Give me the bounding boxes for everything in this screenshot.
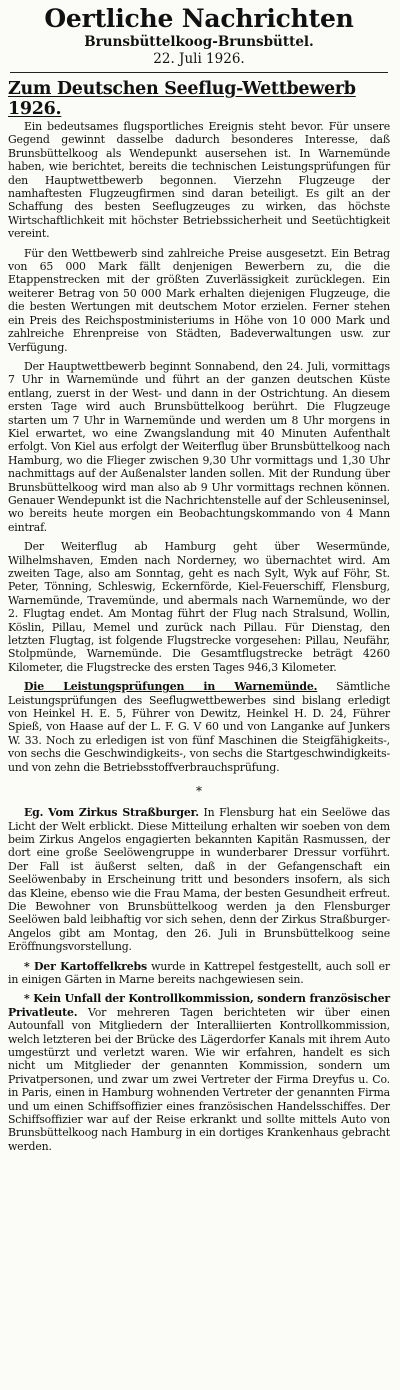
article-kontrollkommission (8, 992, 390, 1153)
article-headline: Zum Deutschen Seeflug-Wettbewerb 1926. (8, 79, 356, 119)
subheading-leistungspruefungen: Die Leistungsprüfungen in Warnemünde. (24, 680, 318, 694)
article-dateline: * Kein Unfall der Kontrollkommission, sondern französischer Privatleute. (8, 992, 390, 1019)
article-paragraph-4: Der Weiterflug ab Hamburg geht über Wesermünde, Wilhelmshaven, Emden nach Norderney, wo übernachtet wird. Am zweiten Tage, also am Sonntag, geht es nach Sylt, Wyk auf Föhr, St. Peter, Tönning, Schleswig, Eckernförde, Kiel-Feuerschiff, Flensburg, Warnemünde, Travemünde, und abermals nach Warnemünde, wo der 2. Flugtag endet. Am Montag führt der Flug nach Stralsund, Wollin, Köslin, Pillau, Memel und zurück nach Pillau. Für Dienstag, den letzten Flugtag, ist folgende Flugstrecke vorgesehen: Pillau, Neufähr, Stolpmünde, Warnemünde. Die Gesamtflugstrecke beträgt 4260 Kilometer, die Flugstrecke des ersten Tages 946,3 Kilometer. (8, 540, 390, 674)
issue-date: 22. Juli 1926. (153, 51, 245, 67)
article-zirkus (8, 806, 390, 953)
article-kartoffelkrebs (8, 960, 390, 987)
article-paragraph-3: Der Hauptwettbewerb beginnt Sonnabend, den 24. Juli, vormittags 7 Uhr in Warnemünde und führt an der ganzen deutschen Küste entlang, zuerst in der West- und dann in der Ostrichtung. An diesem ersten Tage wird auch Brunsbüttelkoog berührt. Die Flugzeuge starten um 7 Uhr in Warnemünde und werden um 8 Uhr morgens in Kiel erwartet, wo eine Zwangslandung mit 40 Minuten Aufenthalt erfolgt. Von Kiel aus erfolgt der Weiterflug über Brunsbüttelkoog nach Hamburg, wo die Flieger zwischen 9,30 Uhr vormittags und 1,30 Uhr nachmittags auf der Außenalster landen sollen. Mit der Rundung über Brunsbüttelkoog wird man also ab 9 Uhr vormittags rechnen können. Genauer Wendepunkt ist die Nachrichtenstelle auf der Schleuseninsel, wo bereits heute morgen ein Beobachtungskommando von 4 Mann eintraf. (8, 359, 390, 534)
article-text: wurde in Kattrepel festgestellt, auch soll er in einigen Gärten in Marne bereits nachgewiesen sein. (8, 959, 390, 986)
article-dateline: Eg. Vom Zirkus Straßburger. (24, 806, 199, 820)
article-dateline: * Der Kartoffelkrebs (24, 959, 147, 973)
section-divider: * (196, 784, 202, 799)
masthead-rule (10, 72, 388, 73)
section-title: Oertliche Nachrichten (44, 4, 354, 33)
paragraph-5-text: Sämtliche Leistungsprüfungen des Seeflugwettbewerbes sind bislang erledigt von Heinkel H. E. 5, Führer von Dewitz, Heinkel H. D. 24, Führer Spieß, von Haase auf der L. F. G. V 60 und von Langanke auf Junkers W. 33. Noch zu erledigen ist von fünf Maschinen die Steigfähigkeits-, von sechs die Geschwindigkeits-, von sechs die Startgeschwindigkeits- und von zehn die Betriebsstoffverbrauchsprüfung. (8, 680, 390, 774)
article-text: Vor mehreren Tagen berichteten wir über einen Autounfall von Mitgliedern der Interalliierten Kontrollkommission, welch letzteren bei der Brücke des Lägerdorfer Kanals mit ihrem Auto umgestürzt und verletzt waren. Wie wir erfahren, handelt es sich nicht um Mitglieder der genannten Kommission, sondern um Privatpersonen, und zwar um zwei Vertreter der Firma Dreyfus u. Co. in Paris, einen in Hamburg wohnenden Vertreter der genannten Firma und um einen Schiffsoffizier eines französischen Handelsschiffes. Der Schiffsoffizier war auf der Reise erkrankt und sollte mittels Auto von Brunsbüttelkoog nach Hamburg in ein dortiges Krankenhaus gebracht werden. (8, 1005, 390, 1153)
masthead (8, 4, 390, 68)
article-seeflug (8, 79, 390, 774)
article-text: In Flensburg hat ein Seelöwe das Licht der Welt erblickt. Diese Mitteilung erhalten wir soeben von dem beim Zirkus Angelos engagierten bekannten Kapitän Rasmussen, der dort eine große Seelöwengruppe in wunderbarer Dressur vorführt. Der Fall ist äußerst selten, daß in der Gefangenschaft ein Seelöwenbaby in Erscheinung tritt und besonders insofern, als sich das Kleine, ebenso wie die Frau Mama, der besten Gesundheit erfreut. Die Bewohner von Brunsbüttelkoog werden ja den Flensburger Seelöwen bald leibhaftig vor sich sehen, denn der Zirkus Straßburger-Angelos gibt am Montag, den 26. Juli in Brunsbüttelkoog seine Eröffnungsvorstellung. (8, 806, 391, 954)
article-paragraph-2: Für den Wettbewerb sind zahlreiche Preise ausgesetzt. Ein Betrag von 65 000 Mark fällt denjenigen Bewerbern zu, die die Etappenstrecken mit der größten Zuverlässigkeit zurücklegen. Ein weiterer Betrag von 50 000 Mark erhalten diejenigen Flugzeuge, die die besten Wertungen mit deutschem Motor erzielen. Ferner stehen ein Preis des Reichspostministeriums in Höhe von 10 000 Mark und zahlreiche Ehrenpreise von Städten, Badeverwaltungen usw. zur Verfügung. (8, 246, 390, 354)
article-paragraph-5 (8, 680, 390, 774)
section-subtitle: Brunsbüttelkoog-Brunsbüttel. (84, 34, 314, 50)
article-paragraph-1: Ein bedeutsames flugsportliches Ereignis steht bevor. Für unsere Gegend gewinnt dasselbe dadurch besonderes Interesse, daß Brunsbüttelkoog als Wendepunkt ausersehen ist. In Warnemünde haben, wie berichtet, bereits die technischen Leistungsprüfungen für den Hauptwettbewerb begonnen. Vierzehn Flugzeuge der namhaftesten Flugzeugfirmen sind daran beteiligt. Es gilt an der Schaffung des besten Seeflugzeuges zu wirken, das höchste Wirtschaftlichkeit mit höchster Betriebssicherheit und Seetüchtigkeit vereint. (8, 120, 390, 241)
